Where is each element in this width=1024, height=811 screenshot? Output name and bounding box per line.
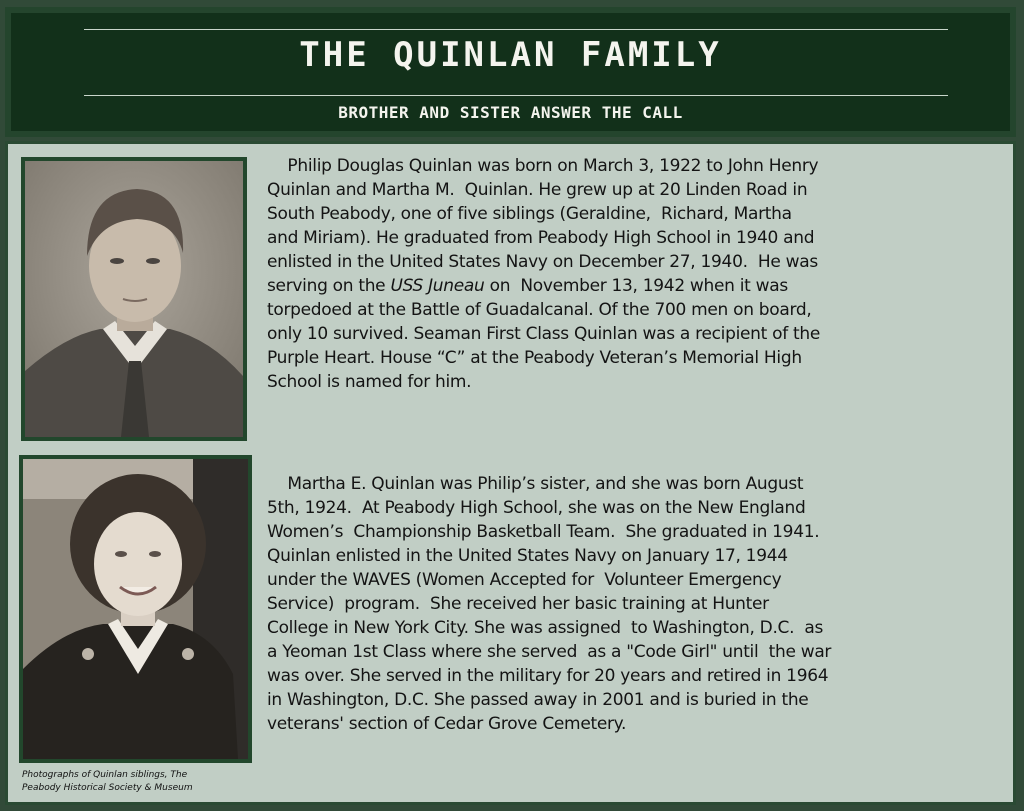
philip-biography bbox=[267, 154, 820, 394]
bio-line: veterans' section of Cedar Grove Cemetery. bbox=[267, 714, 627, 734]
bio-line: enlisted in the United States Navy on December 27, 1940. He was bbox=[267, 252, 818, 272]
bio-line: only 10 survived. Seaman First Class Quinlan was a recipient of the bbox=[267, 324, 820, 344]
header-rule-top bbox=[84, 29, 948, 30]
bio-line: Purple Heart. House “C” at the Peabody Veteran’s Memorial High bbox=[267, 348, 802, 368]
header-banner bbox=[5, 7, 1016, 137]
bio-line: Quinlan and Martha M. Quinlan. He grew up at 20 Linden Road in bbox=[267, 180, 808, 200]
bio-line: in Washington, D.C. She passed away in 2001 and is buried in the bbox=[267, 690, 809, 710]
bio-line: and Miriam). He graduated from Peabody High School in 1940 and bbox=[267, 228, 815, 248]
bio-line: under the WAVES (Women Accepted for Volunteer Emergency bbox=[267, 570, 782, 590]
content-panel bbox=[5, 141, 1016, 805]
bio-text: serving on the bbox=[267, 276, 391, 296]
martha-photo bbox=[19, 455, 252, 763]
caption-line: Peabody Historical Society & Museum bbox=[22, 783, 193, 793]
philip-photo bbox=[21, 157, 247, 441]
bio-line: Philip Douglas Quinlan was born on March 3, 1922 to John Henry bbox=[267, 156, 819, 176]
caption-line: Photographs of Quinlan siblings, The bbox=[22, 770, 188, 780]
martha-biography bbox=[267, 472, 831, 736]
bio-line: 5th, 1924. At Peabody High School, she was on the New England bbox=[267, 498, 806, 518]
photo-caption bbox=[22, 769, 262, 795]
bio-line bbox=[267, 274, 820, 298]
page-subtitle: BROTHER AND SISTER ANSWER THE CALL bbox=[338, 103, 683, 122]
page-title: THE QUINLAN FAMILY bbox=[299, 35, 722, 75]
bio-line: College in New York City. She was assigned to Washington, D.C. as bbox=[267, 618, 824, 638]
bio-line: Martha E. Quinlan was Philip’s sister, and she was born August bbox=[267, 474, 804, 494]
ship-name: USS Juneau bbox=[390, 276, 485, 296]
bio-line: was over. She served in the military for 20 years and retired in 1964 bbox=[267, 666, 829, 686]
bio-line: Service) program. She received her basic training at Hunter bbox=[267, 594, 769, 614]
bio-text: on November 13, 1942 when it was bbox=[484, 276, 788, 296]
bio-line: School is named for him. bbox=[267, 372, 472, 392]
bio-line: a Yeoman 1st Class where she served as a "Code Girl" until the war bbox=[267, 642, 832, 662]
bio-line: South Peabody, one of five siblings (Geraldine, Richard, Martha bbox=[267, 204, 792, 224]
header-rule-bottom bbox=[84, 95, 948, 96]
bio-line: Women’s Championship Basketball Team. She graduated in 1941. bbox=[267, 522, 820, 542]
bio-line: torpedoed at the Battle of Guadalcanal. Of the 700 men on board, bbox=[267, 300, 812, 320]
bio-line: Quinlan enlisted in the United States Navy on January 17, 1944 bbox=[267, 546, 788, 566]
